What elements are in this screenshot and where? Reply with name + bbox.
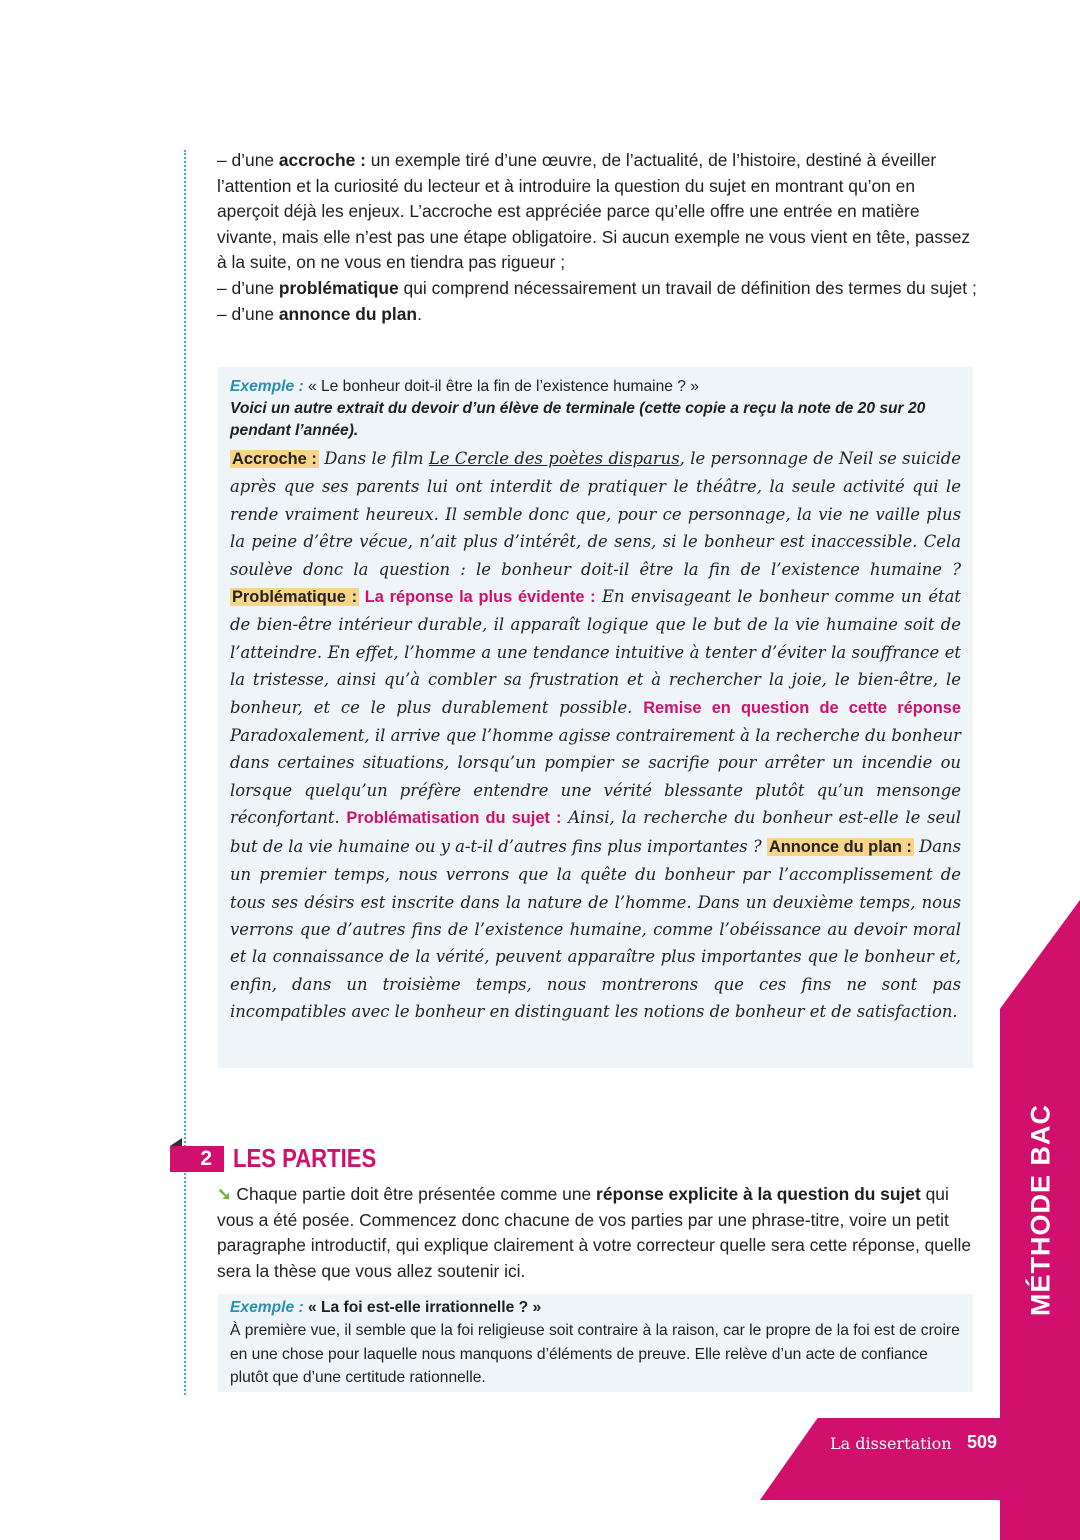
film-title: Le Cercle des poètes disparus	[428, 449, 680, 468]
example-1-header	[230, 376, 961, 398]
page-number: 509	[967, 1432, 998, 1452]
example-label: Exemple :	[230, 378, 304, 395]
example-box-1	[218, 367, 973, 1068]
example-2-header	[230, 1296, 961, 1319]
label-reponse-evidente: La réponse la plus évidente :	[359, 588, 596, 607]
example-question: « La foi est-elle irrationnelle ? »	[303, 1299, 542, 1316]
dotted-margin-line	[184, 150, 186, 1395]
intro-item-annonce: – d’une annonce du plan.	[217, 303, 422, 324]
side-tab-label: MÉTHODE BAC	[1025, 1104, 1056, 1316]
section-paragraph: ➘ Chaque partie doit être présentée comme une réponse explicite à la question du sujet qui vous a été posée. Commencez donc chacune de vos parties par une phrase-titre, voire un petit paragraphe introductif, qui explique clairement à votre correcteur quelle sera cette réponse, quelle sera la thèse que vous allez soutenir ici.	[217, 1184, 972, 1281]
example-box-2	[218, 1294, 973, 1392]
section-title: LES PARTIES	[233, 1143, 377, 1173]
intro-list	[217, 148, 977, 327]
handwritten-excerpt: Accroche : Dans le film Le Cercle des poètes disparus, le personnage de Neil se suicide après que ses parents lui ont interdit de pratiquer le théâtre, la seule activité qui le rende vraiment heureux. Il semble donc que, pour ce personnage, la vie ne vaille plus la peine d’être vécue, n’ait plus d’intérêt, de sens, si le bonheur est inaccessible. Cela soulève donc la question : le bonheur doit-il être la fin de l’existence humaine ? Problématique : La réponse la plus évidente : En envisageant le bonheur comme un état de bien-être intérieur durable, il apparaît logique que le but de la vie humaine soit de l’atteindre. En effet, l’homme a une tendance intuitive à tenter d’éviter la souffrance et la tristesse, ainsi qu’à combler sa frustration et à rechercher la joie, le bien-être, le bonheur, et ce le plus durablement possible. Remise en question de cette réponse Paradoxalement, il arrive que l’homme agisse contrairement à la recherche du bonheur dans certaines situations, lorsqu’un pompier se sacrifie pour arrêter un incendie ou lorsque quelqu’un préfère entendre une vérité blessante plutôt qu’un mensonge réconfortant. Problématisation du sujet : Ainsi, la recherche du bonheur est-elle le seul but de la vie humaine ou y a-t-il d’autres fins plus importantes ? Annonce du plan : Dans un premier temps, nous verrons que la quête du bonheur par l’accomplissement de tous ses désirs est inscrite dans la nature de l’homme. Dans un deuxième temps, nous verrons que d’autres fins de l’existence humaine, comme l’obéissance au devoir moral et la connaissance de la vérité, peuvent apparaître plus importantes que le bonheur et, enfin, dans un troisième temps, nous montrerons que ces fins ne sont pas incompatibles avec le bonheur en distinguant les notions de bonheur et de satisfaction.	[230, 449, 962, 1022]
label-remise-en-question: Remise en question de cette réponse	[643, 698, 961, 717]
tag-accroche: Accroche :	[232, 450, 317, 468]
example-2-text: À première vue, il semble que la foi religieuse soit contraire à la raison, car le propre de la foi est de croire en une chose pour laquelle nous manquons d’éléments de preuve. Elle relève d’un acte de confiance plutôt que d’une certitude rationnelle.	[230, 1322, 960, 1387]
example-label: Exemple :	[230, 1299, 304, 1316]
example-subtitle: Voici un autre extrait du devoir d’un élève de terminale (cette copie a reçu la note de 20 sur 20 pendant l’année).	[230, 400, 926, 439]
intro-item-accroche: – d’une accroche : un exemple tiré d’une œuvre, de l’actualité, de l’histoire, destiné à éveiller l’attention et la curiosité du lecteur et à introduire la question du sujet en montrant qu’on en aperçoit déjà les enjeux. L’accroche est appréciée parce qu’elle offre une entrée en matière vivante, mais elle n’est pas une étape obligatoire. Si aucun exemple ne vous vient en tête, passez à la suite, on ne vous en tiendra pas rigueur ;	[217, 150, 971, 273]
tag-annonce-plan: Annonce du plan :	[768, 837, 912, 856]
section-number: 2	[200, 1147, 212, 1170]
arrow-icon: ➘	[217, 1184, 232, 1204]
intro-item-problematique: – d’une problématique qui comprend nécessairement un travail de définition des termes du sujet ;	[217, 277, 977, 298]
footer-band	[760, 1418, 1080, 1500]
example-question: « Le bonheur doit-il être la fin de l’existence humaine ? »	[303, 378, 699, 395]
footer-chapter-title: La dissertation	[830, 1434, 952, 1453]
label-problematisation: Problématisation du sujet :	[346, 809, 562, 828]
tag-problematique: Problématique :	[232, 588, 358, 607]
